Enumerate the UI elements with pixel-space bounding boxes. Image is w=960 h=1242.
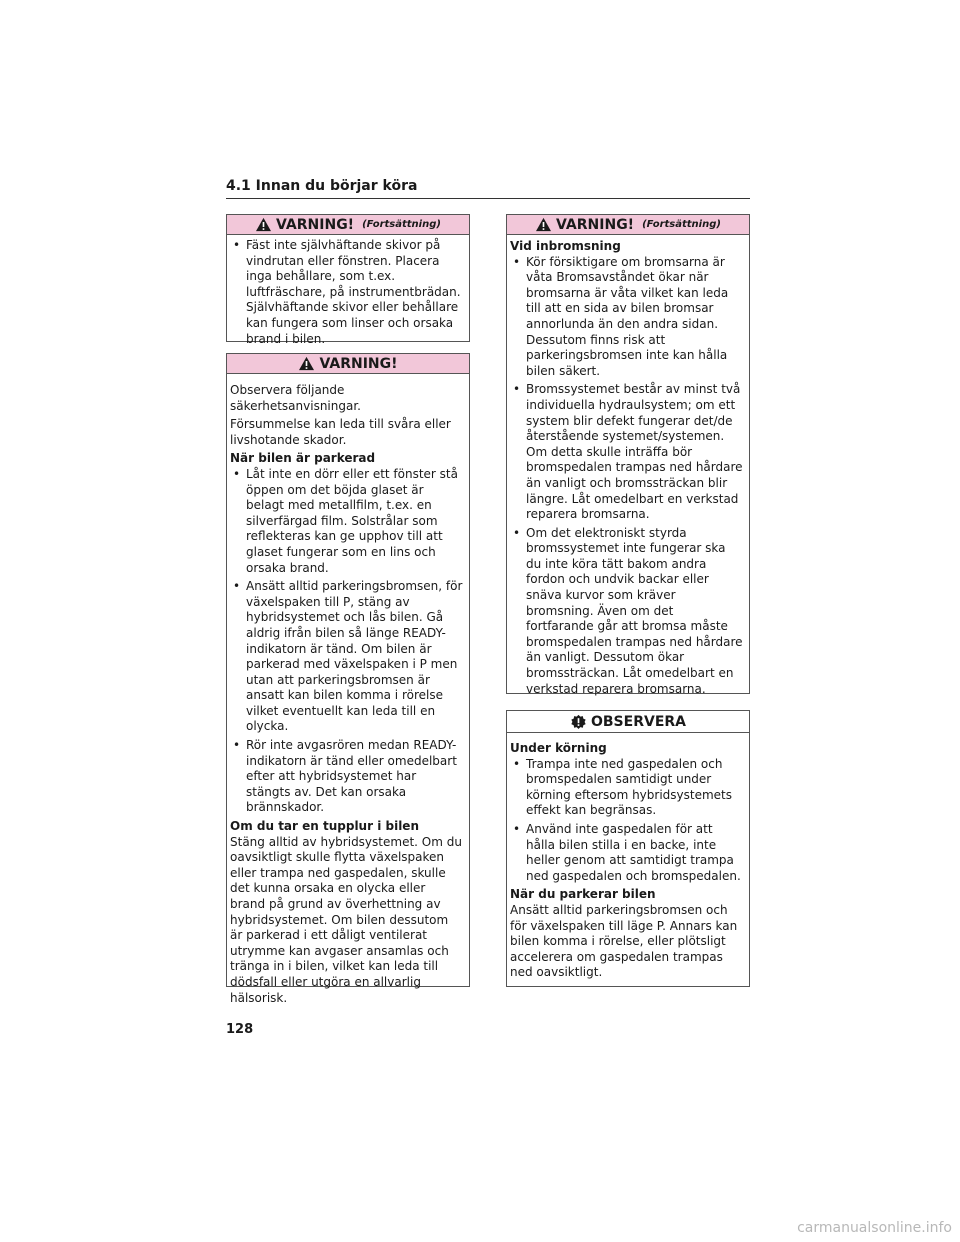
- caution-box: [506, 710, 750, 987]
- list-item: • Om det elektroniskt styrda bromssystemet inte fungerar ska du inte köra tätt bakom andra fordon och undvik backar eller snäva kurvor som kräver bromsning. Även om det fortfarande går att bromsa måste bromspedalen trampas ned hårdare än vanligt. Dessutom ökar bromssträckan. Låt omedelbart en verkstad reparera bromsarna.: [510, 526, 743, 698]
- subheading: När bilen är parkerad: [230, 451, 376, 466]
- paragraph: Stäng alltid av hybridsystemet. Om du oavsiktligt skulle flytta växelspaken eller trampa ned gaspedalen, skulle det kunna orsaka en olycka eller brand på grund av överhettning av hybridsystemet. Om bilen dessutom är parkerad i ett dåligt ventilerat utrymme kan avgaser ansamlas och tränga in i bilen, vilket kan leda till dödsfall eller utgöra en allvarlig hälsorisk.: [230, 834, 462, 1005]
- caution-circle-icon: [570, 714, 587, 729]
- warning-triangle-icon: [298, 356, 315, 371]
- continued-label: (Fortsättning): [362, 219, 441, 230]
- continued-label: (Fortsättning): [642, 219, 721, 230]
- bullet-list: [510, 255, 743, 698]
- list-item: • Låt inte en dörr eller ett fönster stå öppen om det böjda glaset är belagt med metallfilm, t.ex. en silverfärgad film. Solstrålar som reflekteras kan ge upphov till att glaset fungerar som en lins och orsaka brand.: [230, 467, 463, 576]
- subheading: Under körning: [510, 741, 607, 755]
- bullet-list: [510, 757, 743, 885]
- page-number: 128: [226, 1022, 254, 1037]
- list-item: • Bromssystemet består av minst två individuella hydraulsystem; om ett system blir defekt fungerar det/de återstående systemet/systemen. Om detta skulle inträffa bör bromspedalen trampas ned hårdare än vanligt och bromssträckan blir längre. Låt omedelbart en verkstad reparera bromsarna.: [510, 382, 743, 522]
- list-item: • Trampa inte ned gaspedalen och bromspedalen samtidigt under körning eftersom hybridsystemets effekt kan begränsas.: [510, 757, 743, 819]
- list-item: • Kör försiktigare om bromsarna är våta Bromsavståndet ökar när bromsarna är våta vilket kan leda till att en sida av bilen bromsar annorlunda än den andra sidan. Dessutom finns risk att parkeringsbromsen inte kan hålla bilen säkert.: [510, 255, 743, 380]
- caution-box-heading: [507, 711, 749, 733]
- list-item: • Ansätt alltid parkeringsbromsen, för växelspaken till P, stäng av hybridsystemet och lås bilen. Gå aldrig ifrån bilen så länge READY-indikatorn är tänd. Om bilen är parkerad med växelspaken i P men utan att parkeringsbromsen är ansatt kan bilen komma i rörelse vilket eventuellt kan leda till en olycka.: [230, 579, 463, 735]
- subheading: Vid inbromsning: [510, 239, 621, 253]
- warning-box-heading: [227, 215, 469, 235]
- warning-box-left: [226, 353, 470, 1005]
- list-item: • Fäst inte självhäftande skivor på vindrutan eller fönstren. Placera inga behållare, som t.ex. luftfräschare, på instrumentbrädan. Självhäftande skivor eller behållare kan fungera som linser och orsaka brand i bilen.: [230, 238, 463, 347]
- subheading: När du parkerar bilen: [510, 887, 656, 902]
- subheading: Om du tar en tupplur i bilen: [230, 819, 419, 834]
- warning-box-continued-right: [506, 214, 750, 694]
- bullet-list: [230, 467, 463, 816]
- warning-heading-text: VARNING!: [319, 355, 398, 372]
- bullet-list: [230, 238, 463, 347]
- list-item: • Använd inte gaspedalen för att hålla bilen stilla i en backe, inte heller genom att samtidigt trampa ned gaspedalen och bromspedalen.: [510, 822, 743, 884]
- watermark: carmanualsonline.info: [797, 1220, 952, 1236]
- section-header: 4.1 Innan du börjar köra: [226, 178, 750, 199]
- warning-box-body: [507, 235, 749, 706]
- caution-box-body: [507, 733, 749, 990]
- warning-box-heading: [227, 354, 469, 374]
- warning-heading-text: VARNING!: [276, 216, 355, 233]
- warning-heading-text: VARNING!: [556, 216, 635, 233]
- warning-triangle-icon: [255, 217, 272, 232]
- warning-box-continued-left: [226, 214, 470, 346]
- warning-box-body: [227, 235, 469, 356]
- paragraph: Ansätt alltid parkeringsbromsen och för växelspaken till läge P. Annars kan bilen komma i rörelse, eller plötsligt accelerera om gaspedalen trampas ned oavsiktligt.: [510, 902, 738, 980]
- list-item: • Rör inte avgasrören medan READY-indikatorn är tänd eller omedelbart efter att hybridsystemet har stängts av. Det kan orsaka brännskador.: [230, 738, 463, 816]
- paragraph: Försummelse kan leda till svåra eller livshotande skador.: [230, 417, 451, 447]
- warning-box-body: [227, 374, 469, 1015]
- caution-heading-text: OBSERVERA: [590, 713, 686, 730]
- paragraph: Observera följande säkerhetsanvisningar.: [230, 383, 361, 413]
- warning-box-heading: [507, 215, 749, 235]
- warning-triangle-icon: [535, 217, 552, 232]
